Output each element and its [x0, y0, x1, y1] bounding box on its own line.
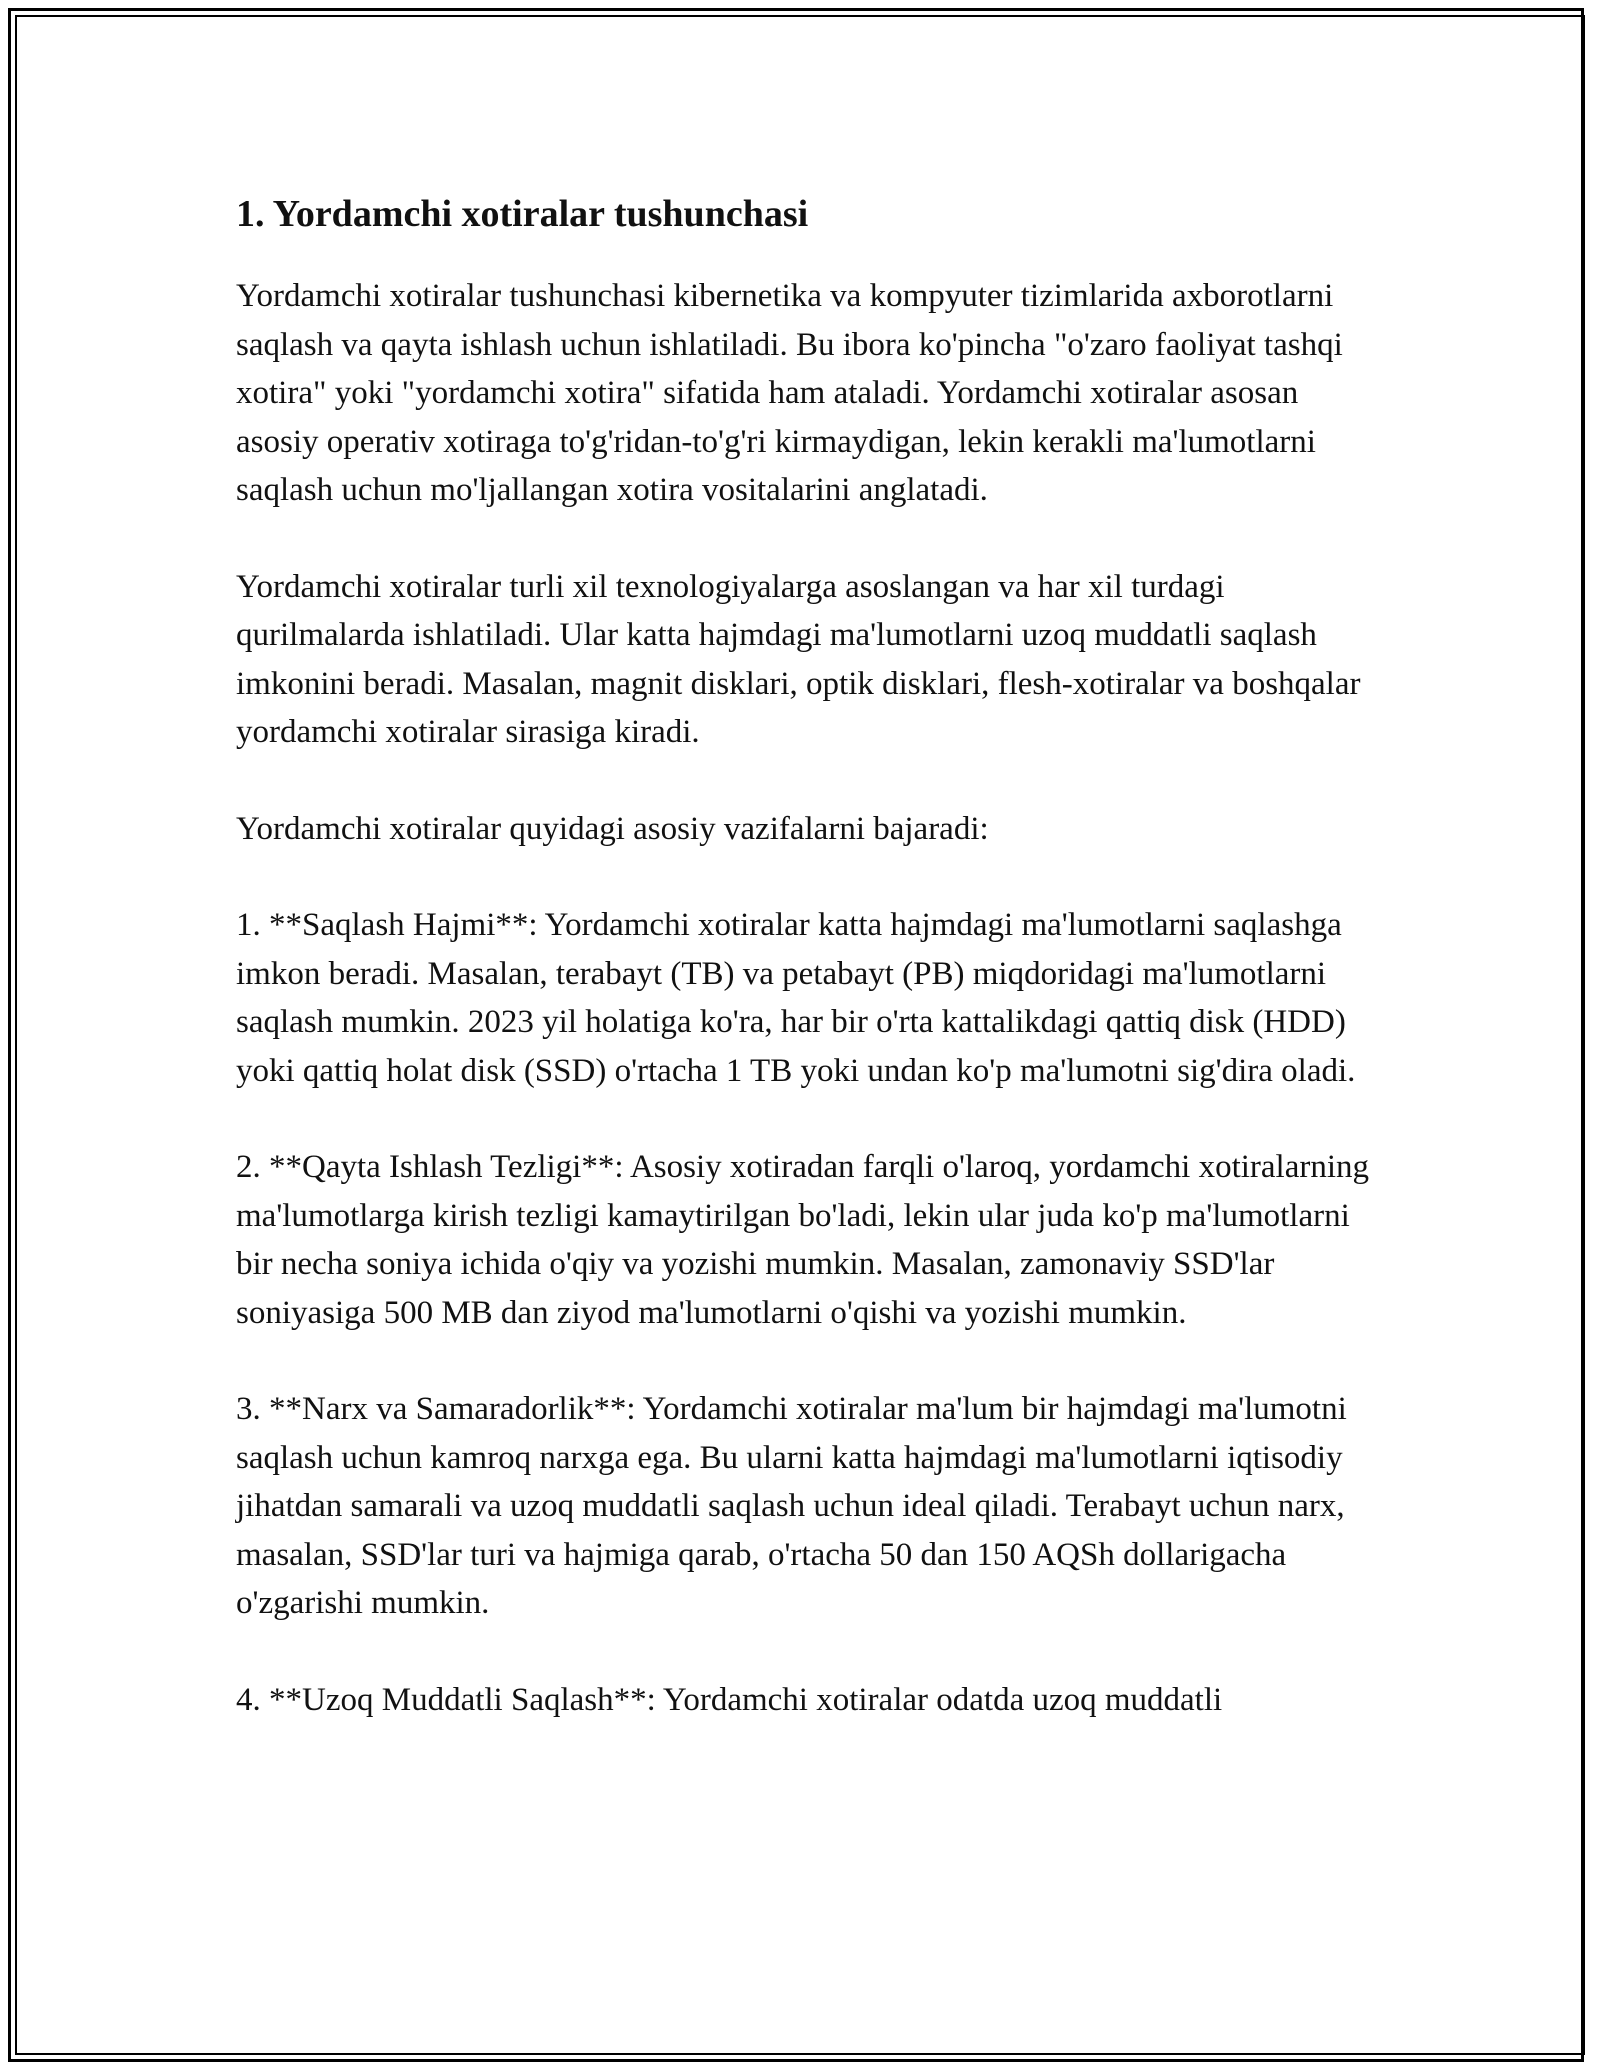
list-item-storage-capacity: 1. **Saqlash Hajmi**: Yordamchi xotiralar katta hajmdagi ma'lumotlarni saqlashga imkon beradi. Masalan, terabayt (TB) va petabayt (PB) miqdoridagi ma'lumotlarni saqlash mumkin. 2023 yil holatiga ko'ra, har bir o'rta kattalikdagi qattiq disk (HDD) yoki qattiq holat disk (SSD) o'rtacha 1 TB yoki undan ko'p ma'lumotni sig'dira oladi.	[236, 907, 1356, 1089]
list-item-price-efficiency: 3. **Narx va Samaradorlik**: Yordamchi xotiralar ma'lum bir hajmdagi ma'lumotni saqlash uchun kamroq narxga ega. Bu ularni katta hajmdagi ma'lumotlarni iqtisodiy jihatdan samarali va uzoq muddatli saqlash uchun ideal qiladi. Terabayt uchun narx, masalan, SSD'lar turi va hajmiga qarab, o'rtacha 50 dan 150 AQSh dollarigacha o'zgarishi mumkin.	[236, 1391, 1347, 1621]
list-item-long-term-storage: 4. **Uzoq Muddatli Saqlash**: Yordamchi xotiralar odatda uzoq muddatli	[236, 1681, 1223, 1718]
list-item-processing-speed: 2. **Qayta Ishlash Tezligi**: Asosiy xotiradan farqli o'laroq, yordamchi xotiralarning ma'lumotlarga kirish tezligi kamaytirilgan bo'ladi, lekin ular juda ko'p ma'lumotlarni bir necha soniya ichida o'qiy va yozishi mumkin. Masalan, zamonaviy SSD'lar soniyasiga 500 MB dan ziyod ma'lumotlarni o'qishi va yozishi mumkin.	[236, 1149, 1370, 1331]
document-body	[236, 186, 1376, 1724]
paragraph-intro: Yordamchi xotiralar tushunchasi kibernetika va kompyuter tizimlarida axborotlarni saqlash va qayta ishlash uchun ishlatiladi. Bu ibora ko'pincha "o'zaro faoliyat tashqi xotira" yoki "yordamchi xotira" sifatida ham ataladi. Yordamchi xotiralar asosan asosiy operativ xotiraga to'g'ridan-to'g'ri kirmaydigan, lekin kerakli ma'lumotlarni saqlash uchun mo'ljallangan xotira vositalarini anglatadi.	[236, 278, 1343, 508]
paragraph-tasks-intro: Yordamchi xotiralar quyidagi asosiy vazifalarni bajaradi:	[236, 810, 989, 847]
paragraph-technologies: Yordamchi xotiralar turli xil texnologiyalarga asoslangan va har xil turdagi qurilmalarda ishlatiladi. Ular katta hajmdagi ma'lumotlarni uzoq muddatli saqlash imkonini beradi. Masalan, magnit disklari, optik disklari, flesh-xotiralar va boshqalar yordamchi xotiralar sirasiga kiradi.	[236, 568, 1361, 750]
section-heading: 1. Yordamchi xotiralar tushunchasi	[236, 193, 809, 235]
